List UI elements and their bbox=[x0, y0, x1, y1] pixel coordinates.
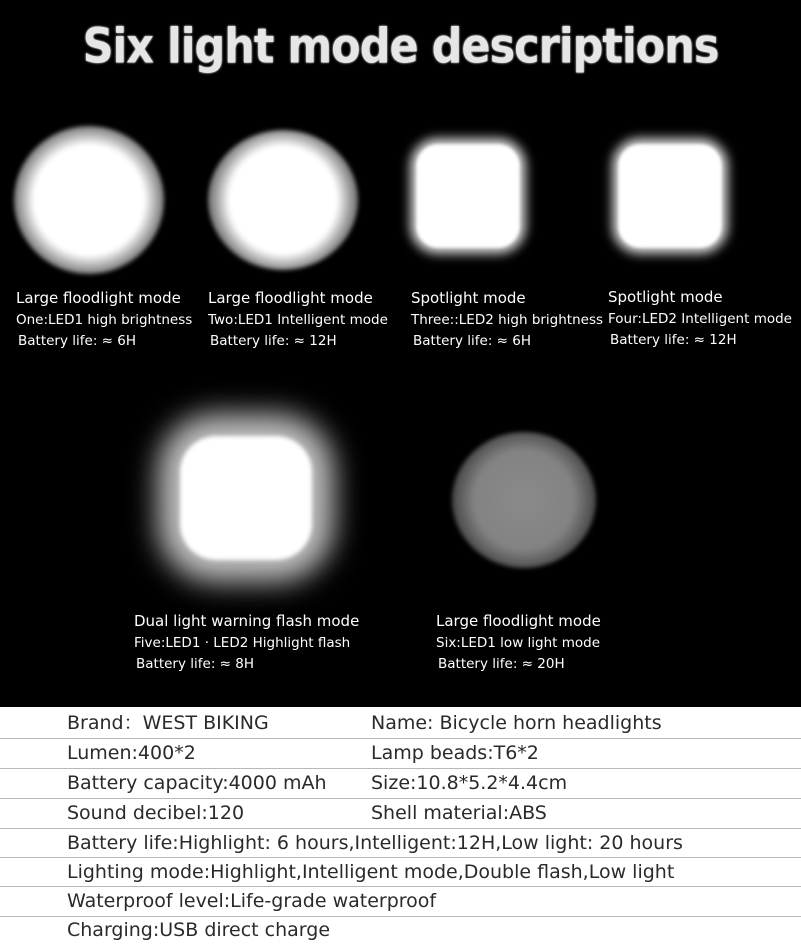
mode-battery-life: Battery life: ≈ 12H bbox=[610, 332, 737, 348]
spec-row bbox=[0, 829, 801, 858]
mode-name: Spotlight mode bbox=[411, 289, 526, 307]
floodlight-glow-one bbox=[14, 126, 164, 274]
spotlight-glow-four bbox=[618, 144, 722, 248]
spec-lamp-beads: Lamp beads:T6*2 bbox=[371, 742, 539, 764]
mode-battery-life: Battery life: ≈ 6H bbox=[18, 333, 136, 349]
page-title: Six light mode descriptions bbox=[82, 19, 719, 75]
mode-five bbox=[134, 610, 359, 675]
mode-six bbox=[436, 610, 601, 675]
mode-detail: Five:LED1 · LED2 Highlight flash bbox=[134, 635, 351, 651]
spec-shell-material: Shell material:ABS bbox=[371, 802, 547, 824]
spec-size: Size:10.8*5.2*4.4cm bbox=[371, 772, 568, 794]
mode-detail: Two:LED1 Intelligent mode bbox=[208, 312, 388, 328]
mode-detail: One:LED1 high brightness bbox=[16, 312, 193, 328]
spec-row bbox=[0, 887, 801, 917]
mode-name: Large floodlight mode bbox=[208, 289, 373, 307]
mode-detail: Six:LED1 low light mode bbox=[436, 635, 601, 651]
mode-name: Large floodlight mode bbox=[16, 289, 181, 307]
mode-detail: Three::LED2 high brightness bbox=[411, 312, 604, 328]
spec-battery-life: Battery life:Highlight: 6 hours,Intelligent:12H,Low light: 20 hours bbox=[67, 832, 683, 854]
spec-charging: Charging:USB direct charge bbox=[67, 919, 331, 941]
flash-glow-five bbox=[180, 436, 312, 560]
floodlight-glow-two bbox=[208, 130, 358, 270]
mode-name: Large floodlight mode bbox=[436, 612, 601, 630]
spec-name: Name: Bicycle horn headlights bbox=[371, 712, 662, 734]
mode-battery-life: Battery life: ≈ 8H bbox=[136, 656, 254, 672]
mode-battery-life: Battery life: ≈ 12H bbox=[210, 333, 337, 349]
spec-row bbox=[0, 917, 801, 944]
lowlight-glow-six bbox=[452, 432, 596, 568]
spec-row bbox=[0, 708, 801, 739]
spec-lumen: Lumen:400*2 bbox=[67, 742, 196, 764]
spec-battery-capacity: Battery capacity:4000 mAh bbox=[67, 772, 327, 794]
spec-row bbox=[0, 739, 801, 769]
mode-detail: Four:LED2 Intelligent mode bbox=[608, 311, 792, 327]
mode-three bbox=[411, 287, 603, 352]
spec-row bbox=[0, 858, 801, 887]
spotlight-glow-three bbox=[416, 144, 520, 248]
spec-table bbox=[0, 707, 801, 945]
spec-sound-decibel: Sound decibel:120 bbox=[67, 802, 245, 824]
spec-row bbox=[0, 799, 801, 829]
spec-row bbox=[0, 769, 801, 799]
mode-name: Spotlight mode bbox=[608, 288, 723, 306]
spec-lighting-mode: Lighting mode:Highlight,Intelligent mode,Double flash,Low light bbox=[67, 861, 675, 883]
mode-name: Dual light warning flash mode bbox=[134, 612, 360, 630]
mode-four bbox=[608, 286, 792, 351]
spec-brand: Brand：WEST BIKING bbox=[67, 712, 269, 734]
mode-battery-life: Battery life: ≈ 6H bbox=[413, 333, 531, 349]
spec-waterproof-level: Waterproof level:Life-grade waterproof bbox=[67, 890, 437, 912]
mode-two bbox=[208, 287, 388, 352]
mode-battery-life: Battery life: ≈ 20H bbox=[438, 656, 565, 672]
mode-one bbox=[16, 287, 192, 352]
